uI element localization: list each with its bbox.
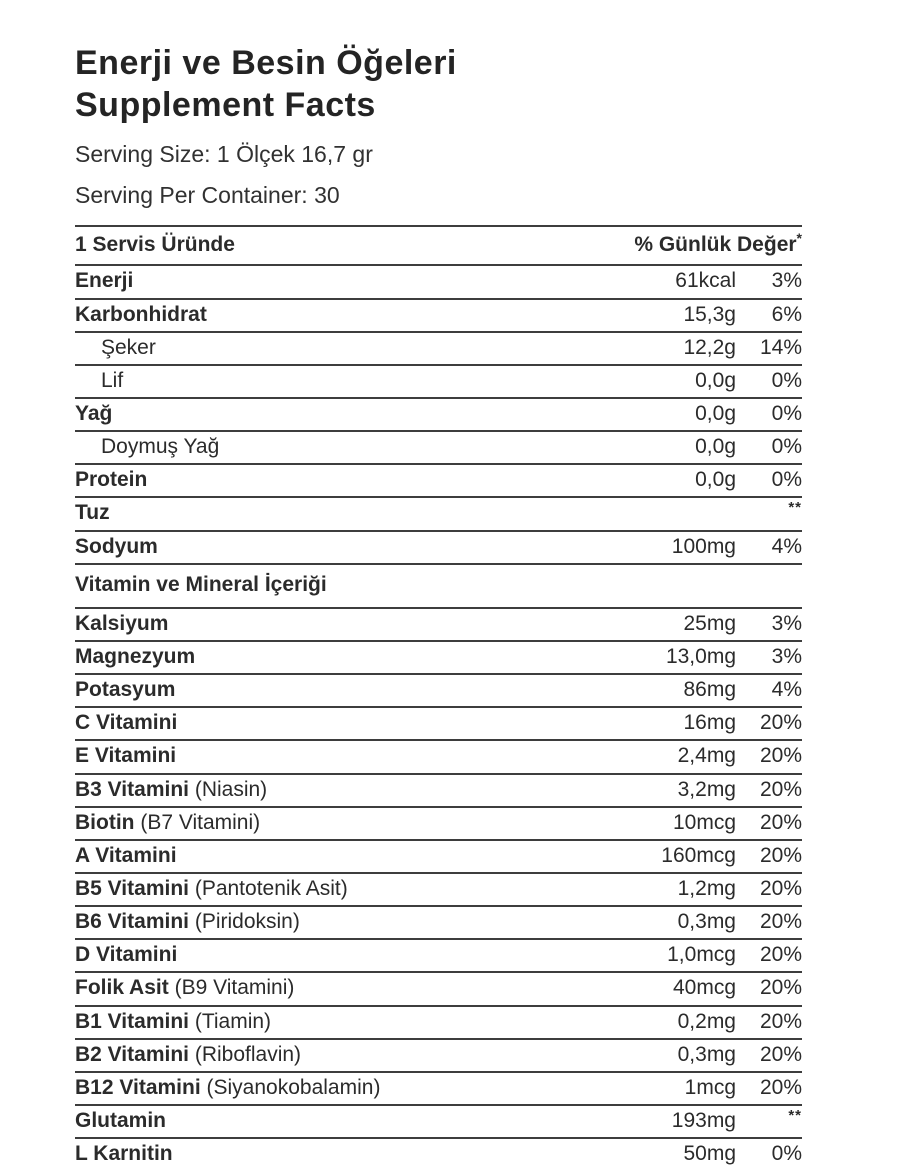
table-row [75, 841, 802, 874]
nutrient-daily-percent: 20% [759, 943, 802, 967]
daily-value-text: % Günlük Değer [634, 233, 797, 257]
nutrient-name: B5 Vitamini [75, 876, 189, 900]
nutrient-label [75, 369, 626, 393]
nutrient-name-suffix: (B9 Vitamini) [174, 976, 295, 1000]
nutrient-label [75, 678, 626, 702]
table-row [75, 907, 802, 940]
table-row [75, 266, 802, 299]
nutrient-label [75, 943, 626, 967]
table-row [75, 973, 802, 1006]
nutrient-name: Tuz [75, 501, 110, 525]
nutrient-amount: 0,0g [695, 368, 736, 392]
nutrient-label [75, 778, 626, 802]
table-row [75, 300, 802, 333]
nutrient-name: B12 Vitamini [75, 1075, 201, 1099]
nutrient-amount: 1mcg [684, 1075, 736, 1099]
label-title [75, 42, 802, 126]
nutrient-daily-percent: 20% [759, 777, 802, 801]
column-header-daily-value [634, 230, 802, 257]
nutrient-name: Enerji [75, 269, 134, 293]
nutrient-label [75, 976, 626, 1000]
nutrient-label [75, 645, 626, 669]
nutrient-amount: 1,2mg [677, 876, 736, 900]
table-row [75, 642, 802, 675]
label-title-line-english: Supplement Facts [75, 86, 376, 125]
table-row [75, 333, 802, 366]
nutrient-daily-percent: 20% [759, 1075, 802, 1099]
nutrient-daily-percent: 0% [771, 402, 802, 426]
nutrient-label [75, 711, 626, 735]
nutrient-name: Folik Asit [75, 976, 169, 1000]
table-row [75, 609, 802, 642]
nutrient-name: C Vitamini [75, 711, 178, 735]
nutrient-name-suffix: (Niasin) [194, 777, 268, 801]
nutrient-amount: 50mg [683, 1142, 736, 1166]
nutrient-name: B6 Vitamini [75, 910, 189, 934]
nutrient-label [75, 303, 626, 327]
nutrient-name: B3 Vitamini [75, 777, 189, 801]
nutrient-amount: 16mg [683, 711, 736, 735]
table-row [75, 1040, 802, 1073]
nutrient-label [75, 1010, 626, 1034]
nutrient-daily-percent: 4% [771, 534, 802, 558]
nutrient-daily-percent: 3% [771, 269, 802, 293]
serving-info [75, 143, 802, 207]
nutrient-name: Sodyum [75, 534, 158, 558]
nutrient-amount: 0,0g [695, 402, 736, 426]
nutrient-daily-percent: 0% [771, 368, 802, 392]
nutrient-amount: 160mcg [661, 843, 736, 867]
nutrient-label [75, 336, 626, 360]
serving-per-container-text: Serving Per Container: 30 [75, 182, 340, 209]
daily-value-asterisk: * [796, 230, 802, 247]
nutrient-label [75, 402, 626, 426]
serving-size-text: Serving Size: 1 Ölçek 16,7 gr [75, 141, 373, 168]
nutrient-daily-percent: 3% [771, 611, 802, 635]
nutrient-label [75, 573, 802, 597]
nutrient-label [75, 910, 626, 934]
nutrient-daily-percent: 20% [759, 843, 802, 867]
facts-rows [75, 266, 802, 1170]
nutrient-name: E Vitamini [75, 744, 177, 768]
nutrient-name: Magnezyum [75, 645, 196, 668]
nutrient-daily-percent: 6% [771, 302, 802, 326]
supplement-facts-label [75, 42, 802, 1170]
section-header-row [75, 565, 802, 609]
nutrient-name: A Vitamini [75, 843, 177, 867]
table-row [75, 675, 802, 708]
nutrient-daily-percent: 3% [771, 645, 802, 668]
nutrient-label [75, 612, 626, 636]
nutrient-name: Protein [75, 468, 148, 492]
table-row [75, 940, 802, 973]
nutrient-daily-percent: 20% [759, 810, 802, 834]
table-row [75, 741, 802, 774]
nutrient-daily-percent: 20% [759, 1042, 802, 1066]
table-row [75, 498, 802, 531]
table-row [75, 708, 802, 741]
nutrient-amount: 100mg [671, 534, 736, 558]
table-row [75, 1007, 802, 1040]
nutrient-label [75, 501, 626, 525]
nutrient-name-suffix: (Riboflavin) [194, 1042, 302, 1066]
nutrient-daily-percent: 20% [759, 976, 802, 1000]
nutrient-name: Vitamin ve Mineral İçeriği [75, 572, 327, 596]
nutrient-daily-percent: 20% [759, 910, 802, 934]
nutrient-amount: 0,0g [695, 468, 736, 492]
table-row [75, 366, 802, 399]
nutrient-name: Şeker [101, 335, 156, 359]
nutrient-amount: 193mg [671, 1108, 736, 1132]
table-row [75, 399, 802, 432]
nutrient-label [75, 844, 626, 868]
nutrient-name-suffix: (Pantotenik Asit) [194, 876, 348, 900]
nutrient-label [75, 1076, 626, 1100]
table-row [75, 1073, 802, 1106]
nutrient-footnote-stars: ** [788, 499, 802, 517]
table-row [75, 465, 802, 498]
nutrient-label [75, 468, 626, 492]
nutrient-label [75, 811, 626, 835]
nutrient-amount: 0,2mg [677, 1009, 736, 1033]
nutrient-amount: 10mcg [672, 810, 736, 834]
nutrient-name: Lif [101, 368, 124, 392]
table-row [75, 874, 802, 907]
nutrient-daily-percent: 14% [759, 335, 802, 359]
nutrient-name: Potasyum [75, 678, 176, 702]
nutrient-footnote-stars: ** [788, 1106, 802, 1124]
nutrient-label [75, 1109, 626, 1133]
table-header-row [75, 227, 802, 266]
nutrient-amount: 13,0mg [665, 645, 736, 668]
nutrient-label [75, 1142, 626, 1166]
nutrient-amount: 86mg [683, 678, 736, 702]
nutrient-daily-percent: 0% [771, 1142, 802, 1166]
nutrient-name: B1 Vitamini [75, 1009, 189, 1033]
nutrient-amount: 40mcg [672, 976, 736, 1000]
table-row [75, 432, 802, 465]
nutrient-daily-percent: 0% [771, 435, 802, 459]
nutrient-name: Kalsiyum [75, 611, 169, 635]
nutrient-name: Yağ [75, 402, 113, 426]
nutrient-name: Karbonhidrat [75, 302, 207, 326]
nutrient-daily-percent: 4% [771, 678, 802, 702]
nutrient-label [75, 877, 626, 901]
nutrient-amount: 1,0mcg [667, 943, 736, 967]
table-row [75, 808, 802, 841]
nutrient-name-suffix: (Piridoksin) [194, 910, 300, 934]
nutrient-name: B2 Vitamini [75, 1042, 189, 1066]
nutrient-label [75, 535, 626, 559]
nutrient-amount: 25mg [683, 611, 736, 635]
table-row [75, 532, 802, 565]
nutrient-name: Doymuş Yağ [101, 435, 220, 459]
nutrient-daily-percent: 20% [759, 711, 802, 735]
nutrient-daily-percent: 0% [771, 468, 802, 492]
nutrient-name-suffix: (Tiamin) [194, 1009, 272, 1033]
nutrient-name-suffix: (B7 Vitamini) [140, 810, 261, 834]
nutrient-amount: 0,3mg [677, 910, 736, 934]
column-header-serving: 1 Servis Üründe [75, 233, 235, 257]
nutrient-label [75, 1043, 626, 1067]
nutrient-amount: 12,2g [683, 335, 736, 359]
nutrient-daily-percent: 20% [759, 1009, 802, 1033]
nutrient-amount: 2,4mg [677, 744, 736, 768]
nutrient-name: D Vitamini [75, 943, 178, 967]
nutrient-amount: 3,2mg [677, 777, 736, 801]
nutrient-label [75, 269, 626, 293]
nutrient-daily-percent: 20% [759, 744, 802, 768]
table-row [75, 775, 802, 808]
nutrient-label [75, 435, 626, 459]
nutrient-amount: 61kcal [675, 269, 736, 293]
nutrient-daily-percent: 20% [759, 876, 802, 900]
table-row [75, 1106, 802, 1139]
facts-table [75, 225, 802, 1170]
nutrient-name: Glutamin [75, 1108, 167, 1132]
table-row [75, 1139, 802, 1170]
nutrient-name: Biotin [75, 810, 135, 834]
nutrient-label [75, 744, 626, 768]
nutrient-amount: 0,3mg [677, 1042, 736, 1066]
nutrient-amount: 0,0g [695, 435, 736, 459]
nutrient-name-suffix: (Siyanokobalamin) [206, 1075, 381, 1099]
label-title-line-turkish: Enerji ve Besin Öğeleri [75, 44, 457, 82]
nutrient-amount: 15,3g [683, 302, 736, 326]
nutrient-name: L Karnitin [75, 1142, 173, 1166]
